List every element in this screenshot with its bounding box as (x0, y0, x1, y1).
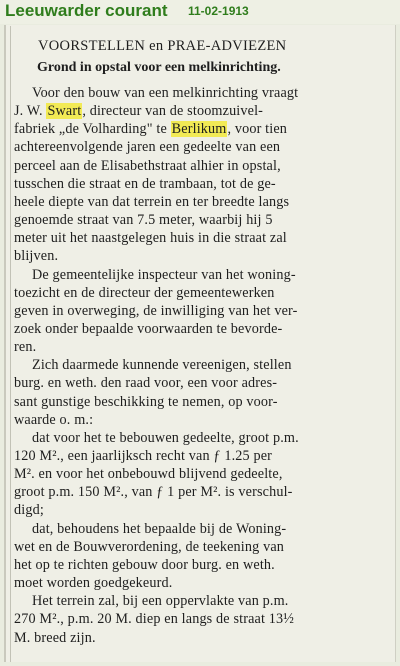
article-line (14, 102, 392, 120)
line-text: genoemde straat van 7.5 meter, waarbij hij 5 (14, 212, 273, 229)
line-text: groot p.m. 150 M²., van ƒ 1 per M². is verschul- (14, 484, 293, 501)
article-line (14, 483, 392, 501)
line-text: geven in overweging, de inwilliging van het ver- (14, 302, 298, 319)
line-text: dat, behoudens het bepaalde bij de Woning- (32, 520, 287, 537)
article-line (14, 302, 392, 320)
line-text: moet worden goedgekeurd. (14, 575, 173, 592)
line-text: meter uit het naastgelegen huis in die straat zal (14, 230, 287, 247)
article-line (14, 193, 392, 211)
line-text: Zich daarmede kunnende vereenigen, stellen (32, 357, 292, 374)
line-text: ren. (14, 339, 37, 356)
article-line (14, 175, 392, 193)
article-line (32, 592, 400, 610)
line-text: Het terrein zal, bij een oppervlakte van p.m. (32, 593, 289, 610)
line-text: M. breed zijn. (14, 629, 96, 646)
article-line (14, 411, 392, 429)
line-text: burg. en weth. den raad voor, een voor adres- (14, 375, 278, 392)
line-text: 270 M²., p.m. 20 M. diep en langs de straat 13½ (14, 611, 295, 628)
line-text: , directeur van de stoomzuivel- (82, 103, 264, 120)
line-text: wet en de Bouwverordening, de teekening van (14, 538, 285, 555)
article-line (14, 629, 392, 647)
line-text: heele diepte van dat terrein en ter breedte langs (14, 193, 290, 210)
article-line (14, 157, 392, 175)
line-text: waarde o. m.: (14, 411, 94, 428)
clipping-header (0, 0, 400, 24)
line-text: 120 M²., een jaarlijksch recht van ƒ 1.25 per (14, 448, 273, 464)
article-line (14, 338, 392, 356)
line-text: J. W. (14, 103, 47, 120)
line-text: sant gunstige beschikking te nemen, op voor- (14, 393, 278, 410)
article-line (14, 120, 392, 138)
line-text: digd; (14, 502, 44, 519)
publication-date: 11-02-1913 (188, 4, 249, 18)
article-line (14, 538, 392, 556)
article-line (14, 556, 392, 574)
line-text: De gemeentelijke inspecteur van het woning- (32, 266, 296, 283)
line-text: blijven. (14, 248, 59, 265)
line-text: het op te richten gebouw door burg. en weth. (14, 556, 275, 573)
column-rule (10, 26, 11, 662)
line-text: toezicht en de directeur der gemeentewerken (14, 284, 275, 301)
article-line (14, 374, 392, 392)
article-line (32, 520, 400, 538)
line-text: achtereenvolgende jaren een gedeelte van een (14, 139, 281, 156)
line-text: Voor den bouw van een melkinrichting vraagt (32, 85, 299, 101)
article-line (14, 574, 392, 592)
article-line (14, 229, 392, 247)
newspaper-name: Leeuwarder courant (5, 1, 168, 20)
article-headline: Grond in opstal voor een melkinrichting. (37, 60, 281, 75)
line-text: tusschen die straat en de trambaan, tot de ge- (14, 175, 276, 192)
highlighted-term: Swart (47, 103, 82, 120)
article-line (14, 320, 392, 338)
article-line (14, 138, 392, 156)
line-text: dat voor het te bebouwen gedeelte, groot p.m. (32, 429, 299, 446)
article-line (14, 211, 392, 229)
article-line (32, 84, 400, 102)
article-line (14, 501, 392, 519)
line-text: , voor tien (227, 121, 288, 138)
line-text: fabriek „de Volharding" te (14, 121, 171, 138)
article-line (32, 356, 400, 374)
line-text: M². en voor het onbebouwd blijvend gedeelte, (14, 466, 283, 483)
article-section-title: VOORSTELLEN en PRAE-ADVIEZEN (38, 38, 287, 54)
article-line (14, 247, 392, 265)
article-line (32, 429, 400, 447)
article-line (14, 284, 392, 302)
line-text: zoek onder bepaalde voorwaarden te bevorde- (14, 320, 283, 337)
highlighted-term: Berlikum (171, 121, 227, 138)
article-line (14, 393, 392, 411)
article-line (32, 266, 400, 284)
article-line (14, 447, 392, 465)
line-text: perceel aan de Elisabethstraat alhier in opstal, (14, 157, 281, 174)
article-line (14, 610, 392, 628)
article-line (14, 465, 392, 483)
